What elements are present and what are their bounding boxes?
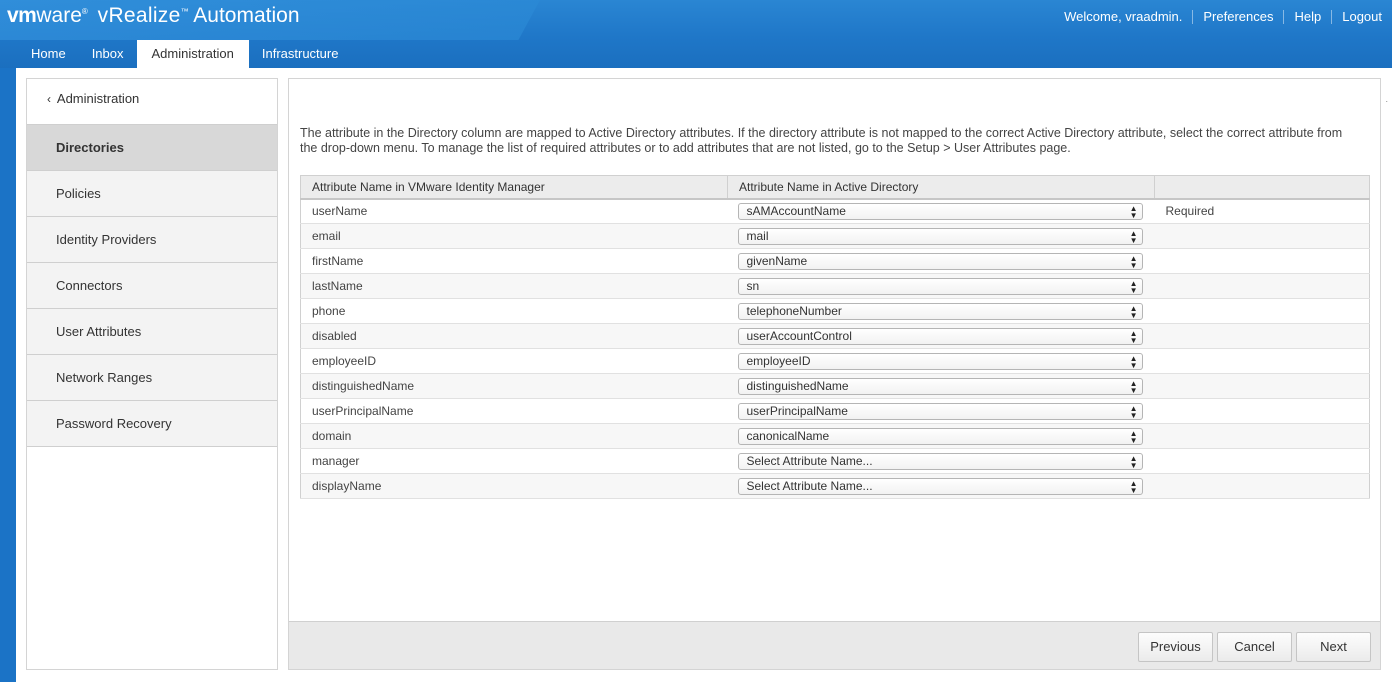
attribute-name-cell: domain xyxy=(301,424,728,449)
ad-attribute-cell xyxy=(728,474,1155,499)
tab-administration[interactable]: Administration xyxy=(137,40,249,68)
cancel-button[interactable]: Cancel xyxy=(1217,632,1292,662)
select-value: Select Attribute Name... xyxy=(746,453,873,468)
table-header-row xyxy=(301,176,1370,199)
up-down-arrows-icon: ▲ ▼ xyxy=(1129,278,1138,295)
required-note-cell xyxy=(1155,424,1370,449)
table-row xyxy=(301,299,1370,324)
attribute-name-cell: firstName xyxy=(301,249,728,274)
ad-attribute-select[interactable] xyxy=(738,228,1143,245)
main-tabs xyxy=(18,40,351,68)
attribute-name-cell: disabled xyxy=(301,324,728,349)
attribute-name-cell: distinguishedName xyxy=(301,374,728,399)
page-description: The attribute in the Directory column are mapped to Active Directory attributes. If the directory attribute is not mapped to the correct Active Directory attribute, select the correct attribute from the drop-down menu. To manage the list of required attributes or to add attributes that are not listed, go to the Setup > User Attributes page. xyxy=(300,126,1343,155)
up-down-arrows-icon: ▲ ▼ xyxy=(1129,478,1138,495)
ad-attribute-cell xyxy=(728,199,1155,224)
ad-attribute-select[interactable] xyxy=(738,303,1143,320)
corner-marker: . xyxy=(1385,94,1388,104)
sidebar-item-connectors[interactable]: Connectors xyxy=(27,263,277,309)
attribute-name-cell: email xyxy=(301,224,728,249)
up-down-arrows-icon: ▲ ▼ xyxy=(1129,253,1138,270)
table-row xyxy=(301,324,1370,349)
sidebar-item-network-ranges[interactable]: Network Ranges xyxy=(27,355,277,401)
ad-attribute-cell xyxy=(728,324,1155,349)
up-down-arrows-icon: ▲ ▼ xyxy=(1129,453,1138,470)
select-value: mail xyxy=(746,228,769,243)
attribute-name-cell: employeeID xyxy=(301,349,728,374)
sidebar xyxy=(26,78,278,670)
required-note-cell xyxy=(1155,274,1370,299)
attribute-name-cell: manager xyxy=(301,449,728,474)
select-value: sn xyxy=(746,278,760,293)
ad-attribute-select[interactable] xyxy=(738,353,1143,370)
ad-attribute-select[interactable] xyxy=(738,253,1143,270)
table-row xyxy=(301,449,1370,474)
sidebar-item-user-attributes[interactable]: User Attributes xyxy=(27,309,277,355)
table-row xyxy=(301,474,1370,499)
up-down-arrows-icon: ▲ ▼ xyxy=(1129,428,1138,445)
tab-home[interactable]: Home xyxy=(31,46,66,61)
user-links xyxy=(1054,10,1392,24)
attribute-name-cell: userName xyxy=(301,199,728,224)
table-row xyxy=(301,399,1370,424)
ad-attribute-cell xyxy=(728,349,1155,374)
required-note-cell xyxy=(1155,249,1370,274)
required-note-cell: Required xyxy=(1155,199,1370,224)
ad-attribute-cell xyxy=(728,299,1155,324)
table-row xyxy=(301,274,1370,299)
ad-attribute-cell xyxy=(728,224,1155,249)
table-row xyxy=(301,249,1370,274)
chevron-left-icon: ‹ xyxy=(47,92,51,106)
top-header xyxy=(0,0,1392,68)
select-value: userAccountControl xyxy=(746,328,852,343)
table-row xyxy=(301,224,1370,249)
up-down-arrows-icon: ▲ ▼ xyxy=(1129,328,1138,345)
vmware-vrealize-logo: vmware® vRealize™ Automation xyxy=(7,4,300,27)
select-value: telephoneNumber xyxy=(746,303,842,318)
required-note-cell xyxy=(1155,374,1370,399)
required-note-cell xyxy=(1155,449,1370,474)
attribute-name-cell: lastName xyxy=(301,274,728,299)
up-down-arrows-icon: ▲ ▼ xyxy=(1129,303,1138,320)
required-note-cell xyxy=(1155,399,1370,424)
attribute-mapping-table xyxy=(300,175,1370,499)
ad-attribute-cell xyxy=(728,249,1155,274)
ad-attribute-select[interactable] xyxy=(738,428,1143,445)
ad-attribute-cell xyxy=(728,424,1155,449)
required-note-cell xyxy=(1155,349,1370,374)
select-value: userPrincipalName xyxy=(746,403,848,418)
tab-inbox[interactable]: Inbox xyxy=(91,46,124,61)
ad-attribute-cell xyxy=(728,399,1155,424)
column-header-notes xyxy=(1155,176,1370,199)
table-row xyxy=(301,199,1370,224)
previous-button[interactable]: Previous xyxy=(1138,632,1213,662)
table-row xyxy=(301,349,1370,374)
tab-infrastructure[interactable]: Infrastructure xyxy=(261,46,339,61)
main-panel xyxy=(16,68,1392,682)
ad-attribute-select[interactable] xyxy=(738,378,1143,395)
table-row xyxy=(301,424,1370,449)
up-down-arrows-icon: ▲ ▼ xyxy=(1129,353,1138,370)
select-value: canonicalName xyxy=(746,428,830,443)
next-button[interactable]: Next xyxy=(1296,632,1371,662)
attribute-name-cell: phone xyxy=(301,299,728,324)
required-note-cell xyxy=(1155,224,1370,249)
ad-attribute-cell xyxy=(728,274,1155,299)
required-note-cell xyxy=(1155,299,1370,324)
ad-attribute-cell xyxy=(728,374,1155,399)
wizard-footer xyxy=(289,621,1380,669)
up-down-arrows-icon: ▲ ▼ xyxy=(1129,228,1138,245)
sidebar-item-policies[interactable]: Policies xyxy=(27,171,277,217)
attribute-name-cell: userPrincipalName xyxy=(301,399,728,424)
help-link[interactable]: Help xyxy=(1283,10,1331,24)
ad-attribute-select[interactable] xyxy=(738,278,1143,295)
table-row xyxy=(301,374,1370,399)
logout-link[interactable]: Logout xyxy=(1331,10,1392,24)
ad-attribute-select[interactable] xyxy=(738,403,1143,420)
required-note-cell xyxy=(1155,474,1370,499)
sidebar-item-identity-providers[interactable]: Identity Providers xyxy=(27,217,277,263)
sidebar-back-administration[interactable]: ‹ Administration xyxy=(27,79,277,125)
welcome-text: Welcome, vraadmin. xyxy=(1064,9,1183,24)
up-down-arrows-icon: ▲ ▼ xyxy=(1129,378,1138,395)
up-down-arrows-icon: ▲ ▼ xyxy=(1129,203,1138,220)
column-header-vidm: Attribute Name in VMware Identity Manager xyxy=(301,176,728,199)
ad-attribute-select[interactable] xyxy=(738,453,1143,470)
column-header-ad: Attribute Name in Active Directory xyxy=(728,176,1155,199)
sidebar-item-password-recovery[interactable]: Password Recovery xyxy=(27,401,277,447)
select-value: distinguishedName xyxy=(746,378,849,393)
up-down-arrows-icon: ▲ ▼ xyxy=(1129,403,1138,420)
preferences-link[interactable]: Preferences xyxy=(1192,10,1283,24)
sidebar-item-directories[interactable]: Directories xyxy=(27,125,277,171)
select-value: givenName xyxy=(746,253,808,268)
ad-attribute-cell xyxy=(728,449,1155,474)
ad-attribute-select[interactable] xyxy=(738,478,1143,495)
content-area xyxy=(288,78,1381,670)
select-value: sAMAccountName xyxy=(746,203,846,218)
required-note-cell xyxy=(1155,324,1370,349)
ad-attribute-select[interactable] xyxy=(738,203,1143,220)
select-value: employeeID xyxy=(746,353,811,368)
attribute-name-cell: displayName xyxy=(301,474,728,499)
ad-attribute-select[interactable] xyxy=(738,328,1143,345)
select-value: Select Attribute Name... xyxy=(746,478,873,493)
